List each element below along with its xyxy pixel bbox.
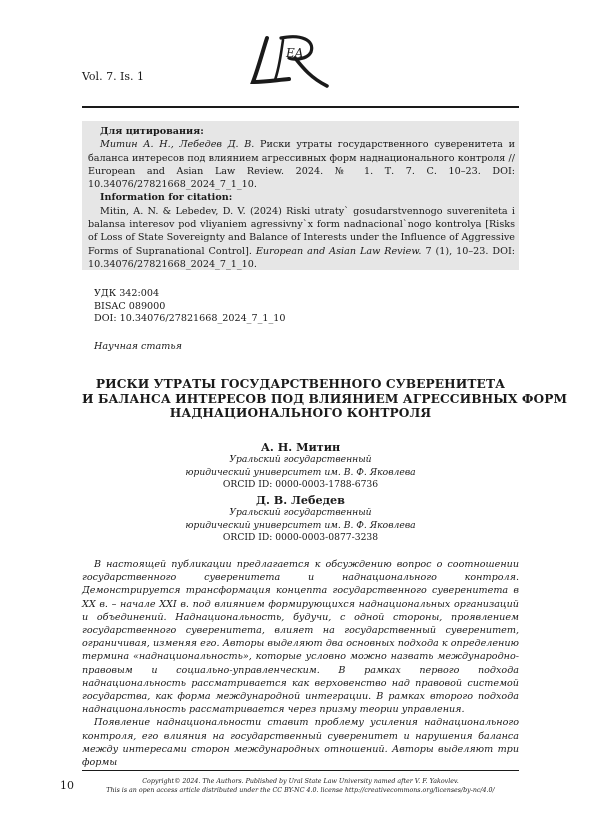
citation-ru-authors: Митин А. Н., Лебедев Д. В. — [100, 139, 254, 150]
citation-en-label: Information for citation: — [88, 191, 515, 204]
citation-ru-text — [88, 138, 515, 191]
article-meta — [94, 288, 286, 326]
license-line: This is an open access article distributed under the CC BY-NC 4.0. license http://creativecommons.org/licenses/by-nc/4.0/ — [82, 787, 519, 796]
copyright-line: Copyright© 2024. The Authors. Published by Ural State Law University named after V. F. Yakovlev. — [82, 778, 519, 787]
abstract — [82, 558, 519, 769]
author-name: Д. В. Лебедев — [82, 493, 519, 507]
author-orcid: ORCID ID: 0000-0003-0877-3238 — [82, 532, 519, 545]
article-type: Научная статья — [94, 341, 182, 352]
title-line-1: РИСКИ УТРАТЫ ГОСУДАРСТВЕННОГО СУВЕРЕНИТЕТА — [82, 377, 519, 392]
article-title — [82, 377, 519, 421]
author-name: А. Н. Митин — [82, 440, 519, 454]
abstract-paragraph-1: В настоящей публикации предлагается к обсуждению вопрос о соотношении государственного суверенитета и наднационального контроля. Демонстрируется трансформация концепта государственного суверенитета в XX в. – начале XXI в. под влиянием формирующихся наднациональных организаций и объединений. Наднациональность, будучи, с одной стороны, проявлением государственного суверенитета, влияет на государственный суверенитет, ограничивая, изменяя его. Авторы выделяют два основных подхода к определению термина «наднациональность», которые условно можно назвать международно-правовым и социально-управленческим. В рамках первого подхода наднациональность рассматривается как верховенство над правовой системой государства, как форма международной интеграции. В рамках второго подхода наднациональность рассматривается через призму теории управления. — [82, 558, 519, 716]
doi-code: DOI: 10.34076/27821668_2024_7_1_10 — [94, 313, 286, 326]
title-line-2: И БАЛАНСА ИНТЕРЕСОВ ПОД ВЛИЯНИЕМ АГРЕССИВНЫХ ФОРМ — [82, 392, 519, 407]
footer-rule — [82, 770, 519, 771]
author-2 — [82, 493, 519, 545]
abstract-paragraph-2: Появление наднациональности ставит проблему усиления наднационального контроля, его влияния на государственный суверенитет и нарушения баланса между интересами сторон международных отношений. Авторы выделяют три формы — [82, 716, 519, 769]
journal-logo — [245, 30, 335, 90]
author-affiliation-line-2: юридический университет им. В. Ф. Яковлева — [82, 520, 519, 533]
author-affiliation-line-1: Уральский государственный — [82, 454, 519, 467]
author-affiliation-line-1: Уральский государственный — [82, 507, 519, 520]
citation-ru-label: Для цитирования: — [88, 125, 515, 138]
page-header — [0, 0, 600, 92]
header-rule — [82, 106, 519, 108]
udk-code: УДК 342:004 — [94, 288, 286, 301]
citation-en-journal: European and Asian Law Review. — [256, 246, 422, 257]
citation-ru-body: Риски утраты государственного суверенитета и баланса интересов под влиянием агрессивных форм наднационального контроля // European and Asian Law Review. 2024. № 1. Т. 7. С. 10–23. DOI: 10.34076/27821668_2024_7_1_10. — [88, 139, 515, 190]
author-orcid: ORCID ID: 0000-0003-1788-6736 — [82, 479, 519, 492]
svg-text:EA: EA — [285, 46, 304, 60]
citation-en-tail: 7 (1), 10–23. DOI: 10.34076/27821668_2024_7_1_10. — [88, 246, 515, 270]
citation-box — [82, 121, 519, 270]
citation-en-text — [88, 205, 515, 271]
citation-en-body: Mitin, A. N. & Lebedev, D. V. (2024) Riski utraty` gosudarstvennogo suvereniteta i balansa interesov pod vliyaniem agressivny`x form nadnacional`nogo kontrolya [Risks of Loss of State Sovereignty and Balance of Interests under the Influence of Aggressive Forms of Supranational Control]. — [88, 206, 515, 257]
volume-label: Vol. 7. Is. 1 — [82, 70, 144, 83]
author-affiliation-line-2: юридический университет им. В. Ф. Яковлева — [82, 467, 519, 480]
title-line-3: НАДНАЦИОНАЛЬНОГО КОНТРОЛЯ — [82, 406, 519, 421]
bisac-code: BISAC 089000 — [94, 301, 286, 314]
page-number: 10 — [60, 779, 74, 792]
author-1 — [82, 440, 519, 492]
license-footer — [82, 778, 519, 795]
